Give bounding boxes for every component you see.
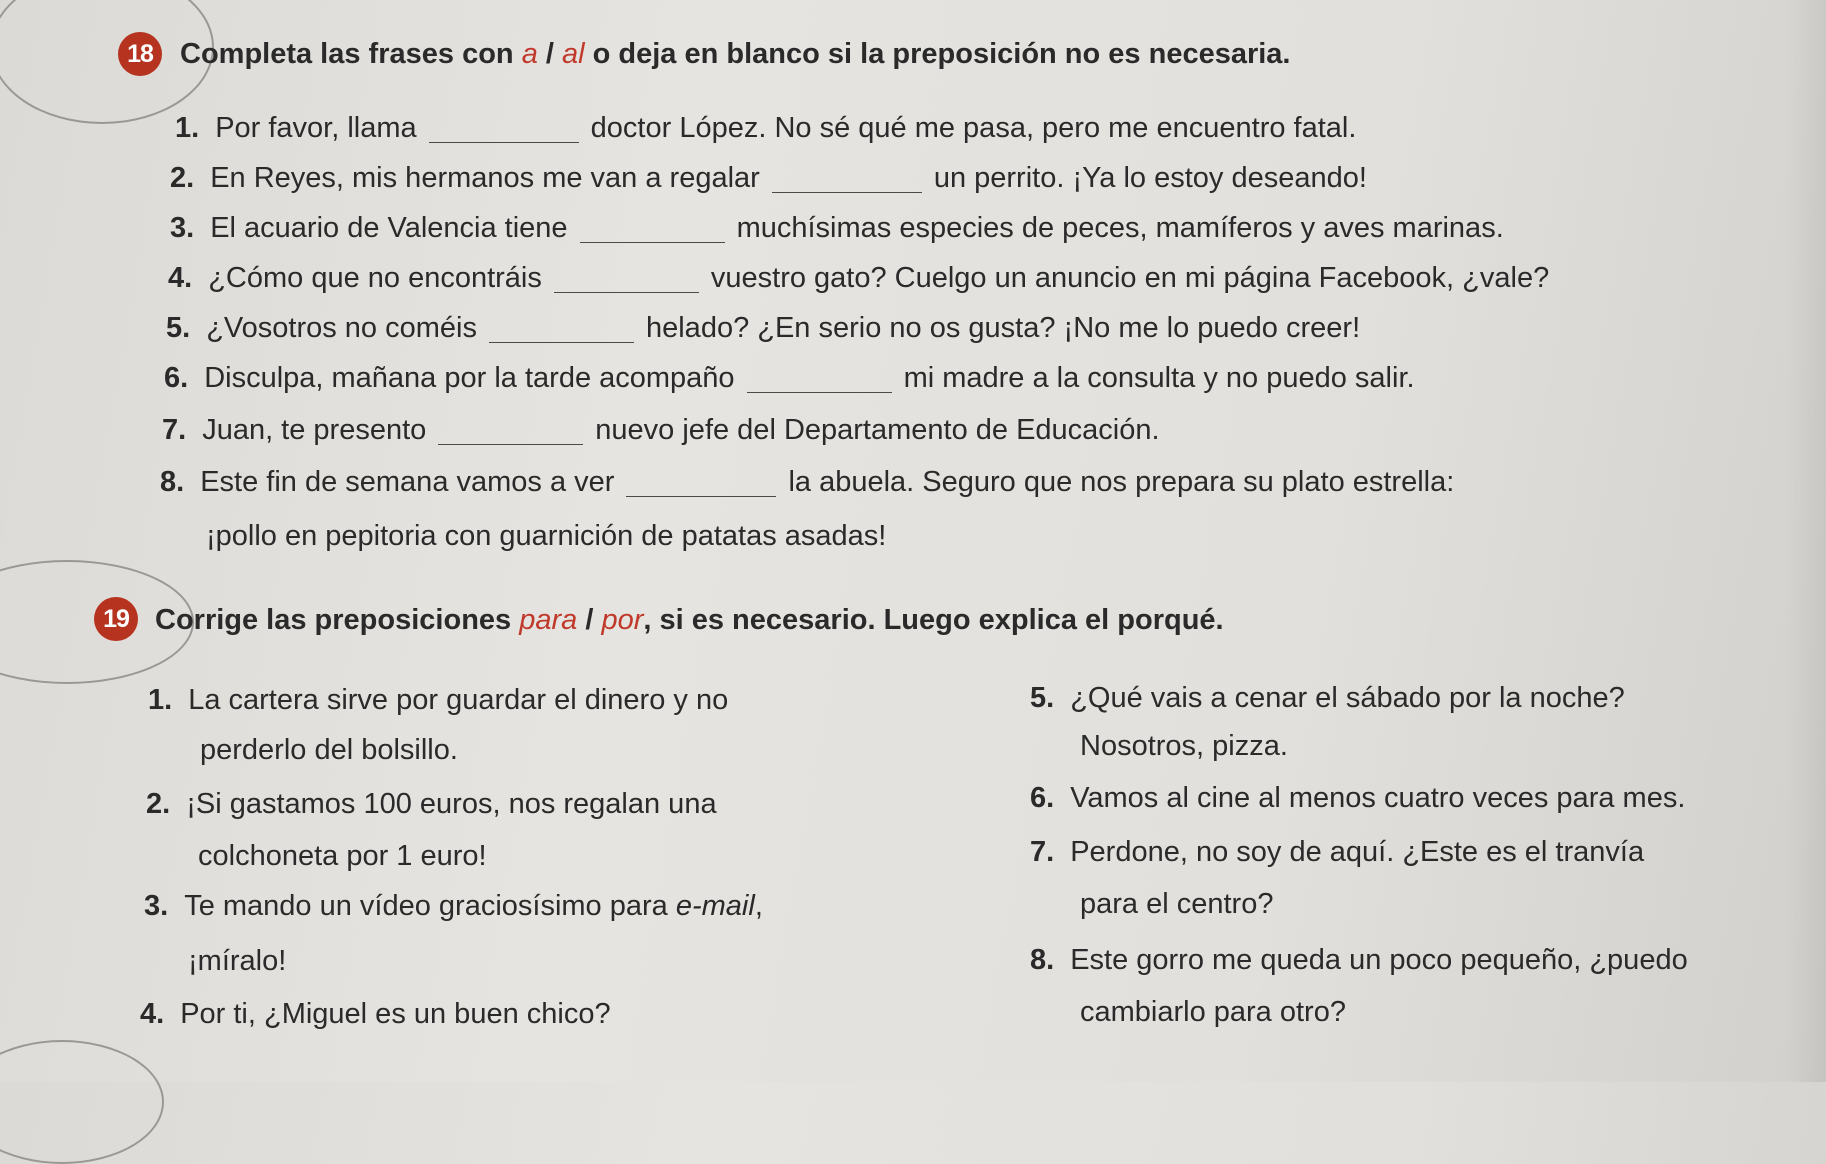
answer-blank[interactable]	[772, 191, 922, 193]
decorative-circle-bottom	[0, 1040, 164, 1164]
exercise-18-item: 1. Por favor, llama doctor López. No sé qué me pasa, pero me encuentro fatal.	[175, 112, 1357, 144]
answer-blank[interactable]	[438, 443, 583, 445]
answer-blank[interactable]	[580, 241, 725, 243]
exercise-19-badge: 19	[94, 597, 138, 641]
exercise-18-item-continuation: ¡pollo en pepitoria con guarnición de patatas asadas!	[206, 520, 887, 552]
exercise-19-item: 7. Perdone, no soy de aquí. ¿Este es el tranvía	[1030, 836, 1645, 868]
exercise-18-item: 8. Este fin de semana vamos a ver la abuela. Seguro que nos prepara su plato estrella:	[160, 466, 1455, 498]
exercise-19-item: 6. Vamos al cine al menos cuatro veces para mes.	[1030, 782, 1686, 814]
answer-blank[interactable]	[554, 291, 699, 293]
answer-blank[interactable]	[489, 341, 634, 343]
exercise-18-item: 2. En Reyes, mis hermanos me van a regalar un perrito. ¡Ya lo estoy deseando!	[170, 162, 1367, 194]
exercise-18-item: 4. ¿Cómo que no encontráis vuestro gato? Cuelgo un anuncio en mi página Facebook, ¿vale?	[168, 262, 1550, 294]
exercise-18-item: 3. El acuario de Valencia tiene muchísimas especies de peces, mamíferos y aves marinas.	[170, 212, 1504, 244]
exercise-19-item: 1. La cartera sirve por guardar el dinero y no	[148, 684, 729, 716]
exercise-19-item-continuation: Nosotros, pizza.	[1080, 730, 1288, 762]
exercise-19-item-continuation: perderlo del bolsillo.	[200, 734, 458, 766]
exercise-19-item-continuation: colchoneta por 1 euro!	[198, 840, 487, 872]
exercise-19-item: 3. Te mando un vídeo graciosísimo para e-mail,	[144, 890, 763, 922]
exercise-18-item: 7. Juan, te presento nuevo jefe del Departamento de Educación.	[162, 414, 1160, 446]
exercise-19-item: 4. Por ti, ¿Miguel es un buen chico?	[140, 998, 611, 1030]
exercise-19-item: 8. Este gorro me queda un poco pequeño, ¿puedo	[1030, 944, 1688, 976]
answer-blank[interactable]	[626, 495, 776, 497]
exercise-18-badge: 18	[118, 32, 162, 76]
exercise-19-item: 5. ¿Qué vais a cenar el sábado por la noche?	[1030, 682, 1625, 714]
exercise-19-instruction: Corrige las preposiciones para / por, si es necesario. Luego explica el porqué.	[155, 604, 1224, 636]
answer-blank[interactable]	[429, 141, 579, 143]
exercise-18-instruction: Completa las frases con a / al o deja en blanco si la preposición no es necesaria.	[180, 38, 1291, 70]
exercise-19-item-continuation: para el centro?	[1080, 888, 1274, 920]
exercise-19-item: 2. ¡Si gastamos 100 euros, nos regalan una	[146, 788, 717, 820]
exercise-19-item-continuation: cambiarlo para otro?	[1080, 996, 1346, 1028]
page-edge-shadow	[1786, 0, 1826, 1082]
exercise-19-item-continuation: ¡míralo!	[188, 945, 287, 977]
exercise-18-item: 6. Disculpa, mañana por la tarde acompaño mi madre a la consulta y no puedo salir.	[164, 362, 1415, 394]
exercise-18-item: 5. ¿Vosotros no coméis helado? ¿En serio no os gusta? ¡No me lo puedo creer!	[166, 312, 1361, 344]
answer-blank[interactable]	[747, 391, 892, 393]
